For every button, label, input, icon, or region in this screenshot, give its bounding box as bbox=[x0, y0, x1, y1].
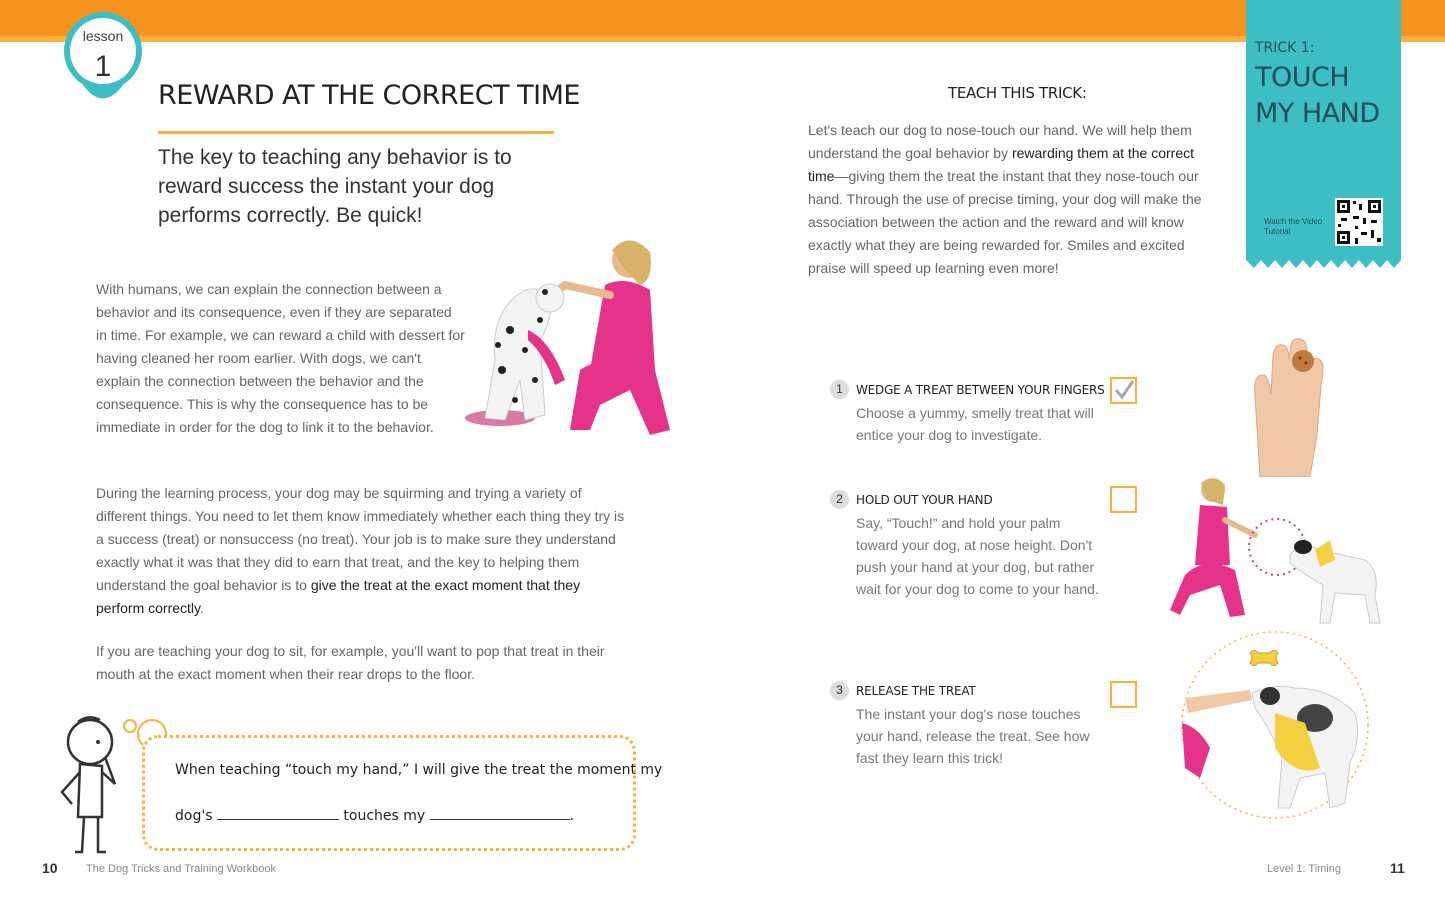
title-divider bbox=[158, 131, 554, 134]
ribbon-title: TOUCH MY HAND bbox=[1255, 62, 1380, 129]
bubble-word-dogs: dog's bbox=[175, 808, 213, 824]
step-1-checkbox[interactable] bbox=[1110, 377, 1137, 404]
intro-end: —giving them the treat the instant that they nose-touch our hand. Through the use of precise timing, your dog will make the association between the action and the reward and will know exactly what they are being rewarded for. Smiles and excited praise will speed up learning even more! bbox=[808, 168, 1202, 276]
body-paragraph-3: If you are teaching your dog to sit, for example, you'll want to pop that treat in their mouth at the exact moment when their rear drops to the floor. bbox=[96, 643, 605, 682]
teach-heading: TEACH THIS TRICK: bbox=[948, 84, 1087, 102]
step-1-title: WEDGE A TREAT BETWEEN YOUR FINGERS bbox=[856, 383, 1105, 397]
intro-text: Let's teach our dog to nose-touch our hand. We will help them understand the goal behavior by bbox=[808, 122, 1192, 161]
step-3-body: The instant your dog's nose touches your hand, release the treat. See how fast they learn this trick! bbox=[856, 706, 1090, 766]
fill-blank-2[interactable] bbox=[430, 806, 570, 820]
lesson-label: lesson bbox=[82, 28, 124, 44]
page-number-right: 11 bbox=[1390, 860, 1405, 876]
para2-emphasis: give the treat at the exact moment that they perform correctly bbox=[96, 577, 581, 616]
book-title-footer: The Dog Tricks and Training Workbook bbox=[86, 863, 276, 875]
step-2-body: Say, “Touch!” and hold your palm toward your dog, at nose height. Don't push your hand at your dog, but rather wait for your dog to come to your hand. bbox=[856, 515, 1099, 597]
video-tutorial-label: Watch the Video Tutorial bbox=[1264, 217, 1323, 236]
lesson-pin-badge bbox=[62, 10, 144, 110]
photo-hold-out-hand bbox=[1165, 475, 1390, 625]
intro-emphasis: rewarding them at the correct time bbox=[808, 145, 1195, 184]
photo-release-treat bbox=[1180, 628, 1370, 823]
step-3-number: 3 bbox=[830, 681, 849, 700]
step-2-title: HOLD OUT YOUR HAND bbox=[856, 493, 993, 507]
page-title: REWARD AT THE CORRECT TIME bbox=[158, 80, 580, 111]
photo-hand-with-treat bbox=[1245, 335, 1335, 477]
para2-text: During the learning process, your dog may be squirming and trying a variety of different things. You need to let them know immediately whether each thing they try is a success (treat) or nonsuccess (no treat). Your job is to make sure they understand exactly what it was that they did to earn that treat, and the key to helping them understand the goal behavior is to bbox=[96, 485, 625, 593]
top-yellow-band bbox=[0, 36, 1445, 42]
bubble-line-1: When teaching “touch my hand,” I will give the treat the moment my bbox=[175, 762, 663, 778]
qr-code-icon[interactable] bbox=[1335, 198, 1383, 246]
bubble-line-2 bbox=[175, 806, 635, 824]
step-1-body: Choose a yummy, smelly treat that will entice your dog to investigate. bbox=[856, 405, 1094, 443]
top-orange-band bbox=[0, 0, 1445, 36]
photo-woman-dalmatian bbox=[440, 230, 700, 445]
checkmark-icon bbox=[1112, 379, 1135, 402]
lesson-number: 1 bbox=[94, 50, 112, 83]
intro-paragraph bbox=[808, 119, 1223, 280]
fill-blank-1[interactable] bbox=[217, 806, 339, 820]
step-3-checkbox[interactable] bbox=[1110, 681, 1137, 708]
step-2-checkbox[interactable] bbox=[1110, 486, 1137, 513]
fill-in-bubble bbox=[142, 735, 636, 851]
step-1-number: 1 bbox=[830, 380, 849, 399]
bubble-period: . bbox=[569, 808, 575, 824]
body-paragraph-1: With humans, we can explain the connection between a behavior and its consequence, even if they are separated in time. For example, we can reward a child with dessert for having cleaned her room earlier. With dogs, we can't explain the connection between the behavior and the consequence. This is why the consequence has to be immediate in order for the dog to link it to the behavior. bbox=[96, 281, 465, 435]
lead-paragraph: The key to teaching any behavior is to reward success the instant your dog performs correctly. Be quick! bbox=[158, 146, 512, 227]
step-2-number: 2 bbox=[830, 490, 849, 509]
page-number-left: 10 bbox=[42, 860, 58, 876]
para2-end: . bbox=[199, 600, 204, 616]
body-paragraph-2 bbox=[96, 482, 631, 620]
section-label-footer: Level 1: Timing bbox=[1267, 863, 1341, 875]
ribbon-subtitle: TRICK 1: bbox=[1255, 40, 1315, 56]
bubble-word-touches: touches my bbox=[343, 808, 426, 824]
step-3-title: RELEASE THE TREAT bbox=[856, 684, 976, 698]
